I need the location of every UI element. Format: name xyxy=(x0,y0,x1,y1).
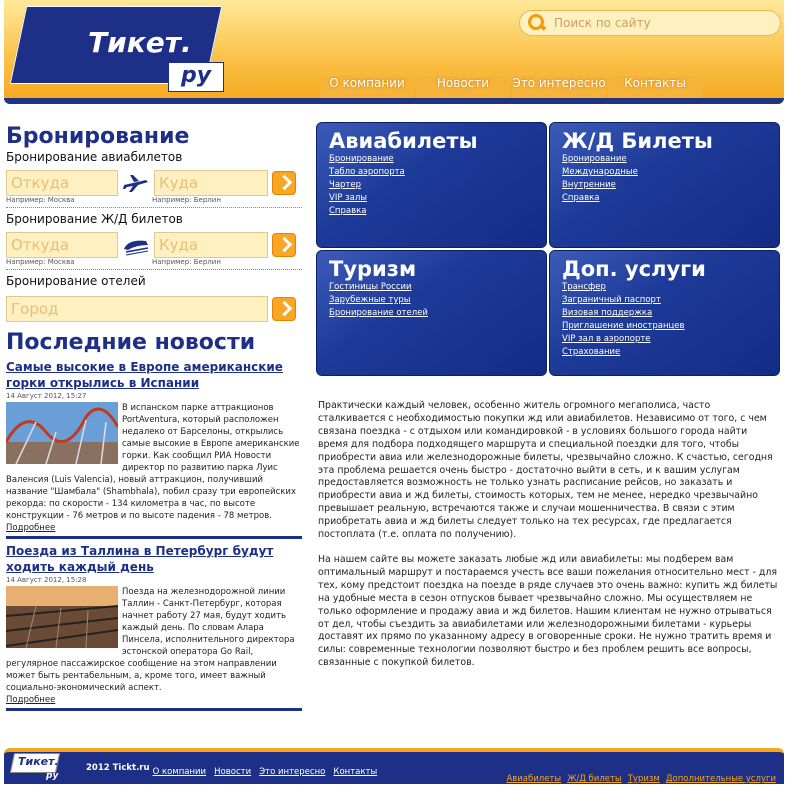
train-icon xyxy=(122,233,150,257)
footer-nav xyxy=(150,759,378,778)
tile-link[interactable]: Бронирование xyxy=(562,154,627,164)
footer-logo-sub: ру xyxy=(46,771,59,781)
search-icon[interactable] xyxy=(526,13,546,33)
news-item-title[interactable]: Самые высокие в Европе американские горки открылись в Испании xyxy=(6,360,283,390)
service-tiles xyxy=(316,122,780,374)
air-from-field[interactable]: Откуда xyxy=(6,170,118,196)
air-to-hint: Например: Берлин xyxy=(152,196,221,204)
air-search-button[interactable] xyxy=(272,171,296,195)
rail-to-hint: Например: Берлин xyxy=(152,258,221,266)
rail-search-button[interactable] xyxy=(272,233,296,257)
nav-about[interactable]: О компании xyxy=(320,76,414,100)
air-booking-title: Бронирование авиабилетов xyxy=(6,150,183,164)
tile-title: Ж/Д Билеты xyxy=(562,129,713,153)
tile-link[interactable]: Справка xyxy=(562,193,600,203)
site-footer xyxy=(4,748,784,784)
footer-link-tourism[interactable]: Туризм xyxy=(627,774,660,784)
tile-link[interactable]: VIP зал в аэропорте xyxy=(562,334,651,344)
tile-title: Авиабилеты xyxy=(329,129,478,153)
footer-nav-news[interactable]: Новости xyxy=(214,766,252,777)
tile-link[interactable]: Визовая поддержка xyxy=(562,308,653,318)
tile-link[interactable]: Гостиницы России xyxy=(329,282,412,292)
rollercoaster-image xyxy=(6,402,118,464)
railway-image xyxy=(6,586,118,648)
tile-link[interactable]: Заграничный паспорт xyxy=(562,295,661,305)
news-item-title[interactable]: Поезда из Таллина в Петербург будут ходить каждый день xyxy=(6,544,274,574)
tile-title: Доп. услуги xyxy=(562,257,706,281)
nav-interesting[interactable]: Это интересно xyxy=(512,76,606,100)
news-section xyxy=(6,330,302,711)
tile-link[interactable]: Внутренние xyxy=(562,180,616,190)
article-paragraph: Практически каждый человек, особенно житель огромного мегаполиса, часто сталкивается с необходимостью покупки жд или авиабилетов. Независимо от того, с чем связана поездка - с отдыхом или командировкой - в условиях большого города найти время для подбора подходящего маршрута и специальной поездки для того, чтобы приобрести авиа или железнодорожные билеты, чрезвычайно сложно. К счастью, сегодня эта проблема решается очень быстро - достаточно выйти в сеть, и к вашим услугам предоставляется возможность не только узнать расписание рейсов, но заказать и приобрести авиа и жд билеты, стоимость которых, тем не менее, нередко чрезвычайно превышает реальную, встречаются также и случаи мошенничества. В связи с этим приобретать авиа и жд билеты следует только на тех ресурсах, где предлагается постоплата (т.е. оплата по получению). xyxy=(318,400,773,541)
air-from-hint: Например: Москва xyxy=(6,196,75,204)
search-input[interactable] xyxy=(546,16,766,30)
footer-nav-interesting[interactable]: Это интересно xyxy=(259,766,326,777)
news-more-link[interactable]: Подробнее xyxy=(6,695,56,705)
site-header xyxy=(4,0,784,104)
tile-title: Туризм xyxy=(329,257,417,281)
tile-link[interactable]: Зарубежные туры xyxy=(329,295,411,305)
site-logo[interactable] xyxy=(18,6,224,94)
news-item-body: В испанском парке аттракционов PortAventura, который расположен недалеко от Барселоны, открылись самые высокие в Европе американские горки. Как сообщил РИА Новости директор по развитию парка Луис Валенсия (Luis Valencia), новый аттракцион, получивший название "Шамбала" (Shambhala), побил сразу три европейских рекорда: по скорости - 134 километра в час, по высоте конструкции - 76 метров и по высоте падения - 78 метров. xyxy=(6,403,300,521)
nav-contacts[interactable]: Контакты xyxy=(608,76,702,100)
tile-link[interactable]: Приглашение иностранцев xyxy=(562,321,685,331)
tile-link[interactable]: Страхование xyxy=(562,347,621,357)
hotel-city-field[interactable]: Город xyxy=(6,296,268,322)
hotel-booking-title: Бронирование отелей xyxy=(6,274,146,288)
left-column xyxy=(6,124,302,711)
rail-to-field[interactable]: Куда xyxy=(154,232,268,258)
footer-nav-about[interactable]: О компании xyxy=(152,766,207,777)
tile-rail-tickets xyxy=(549,122,780,248)
article-text xyxy=(318,400,780,682)
rail-from-field[interactable]: Откуда xyxy=(6,232,118,258)
footer-link-extra[interactable]: Дополнительные услуги xyxy=(665,774,776,784)
tile-extra-services xyxy=(549,250,780,376)
tile-link[interactable]: Трансфер xyxy=(562,282,606,292)
news-item-date: 14 Август 2012, 15:28 xyxy=(6,576,87,584)
news-item-body: Поезда на железнодорожной линии Таллин - Санкт-Петербург, которая начнет работу 27 мая, будут ходить каждый день. По словам Алара Пинсела, исполнительного директора эстонской оператора Go Rail, регулярное пассажирское сообщение на этом направлении может быть рентабельным, а, кроме того, имеет важный социально-экономический аспект. xyxy=(6,587,295,693)
footer-services-nav xyxy=(505,766,776,785)
tile-link[interactable]: VIP залы xyxy=(329,193,368,203)
logo-main-text: Тикет. xyxy=(88,26,192,59)
tile-link[interactable]: Чартер xyxy=(329,180,362,190)
copyright: 2012 Tickt.ru xyxy=(86,763,150,773)
article-paragraph: На нашем сайте вы можете заказать любые жд или авиабилеты: мы подберем вам оптимальный маршрут и постараемся учесть все ваши пожелания относительно мест - для тех, кому предстоит поездка на поезде в ряде случаев это очень важно: купить жд билеты на удобные места в сезон отпусков бывает чрезвычайно сложно. Мы осуществляем не только оформление и продажу авиа и жд билетов. Нашим клиентам не нужно отрываться от дел, чтобы съездить за авиабилетами или железнодорожными билетами - курьеры доставят их прямо по указанному адресу в оговоренные сроки. Не нужно тратить время и силы: современные технологии позволяют быстро и без проблем решить все вопросы, связанные с покупкой билетов. xyxy=(318,553,778,669)
tile-link[interactable]: Бронирование xyxy=(329,154,394,164)
hotel-search-button[interactable] xyxy=(272,297,296,321)
news-item-date: 14 Август 2012, 15:27 xyxy=(6,392,87,400)
rail-from-hint: Например: Москва xyxy=(6,258,75,266)
tile-tourism xyxy=(316,250,547,376)
tile-link[interactable]: Бронирование отелей xyxy=(329,308,428,318)
top-nav xyxy=(320,76,702,100)
footer-nav-contacts[interactable]: Контакты xyxy=(333,766,378,777)
footer-logo[interactable] xyxy=(8,753,60,783)
footer-link-rail[interactable]: Ж/Д билеты xyxy=(567,774,622,784)
rail-booking-title: Бронирование Ж/Д билетов xyxy=(6,212,183,226)
booking-title: Бронирование xyxy=(6,124,190,149)
footer-logo-main: Тикет. xyxy=(18,755,59,768)
tile-link[interactable]: Табло аэропорта xyxy=(329,167,405,177)
footer-link-air[interactable]: Авиабилеты xyxy=(506,774,562,784)
logo-sub-text: ру xyxy=(168,62,224,92)
nav-news[interactable]: Новости xyxy=(416,76,510,100)
tile-air-tickets xyxy=(316,122,547,248)
news-more-link[interactable]: Подробнее xyxy=(6,523,56,533)
news-title: Последние новости xyxy=(6,330,256,355)
airplane-icon xyxy=(122,171,150,195)
search-box xyxy=(519,10,781,36)
tile-link[interactable]: Справка xyxy=(329,206,367,216)
air-to-field[interactable]: Куда xyxy=(154,170,268,196)
tile-link[interactable]: Международные xyxy=(562,167,638,177)
